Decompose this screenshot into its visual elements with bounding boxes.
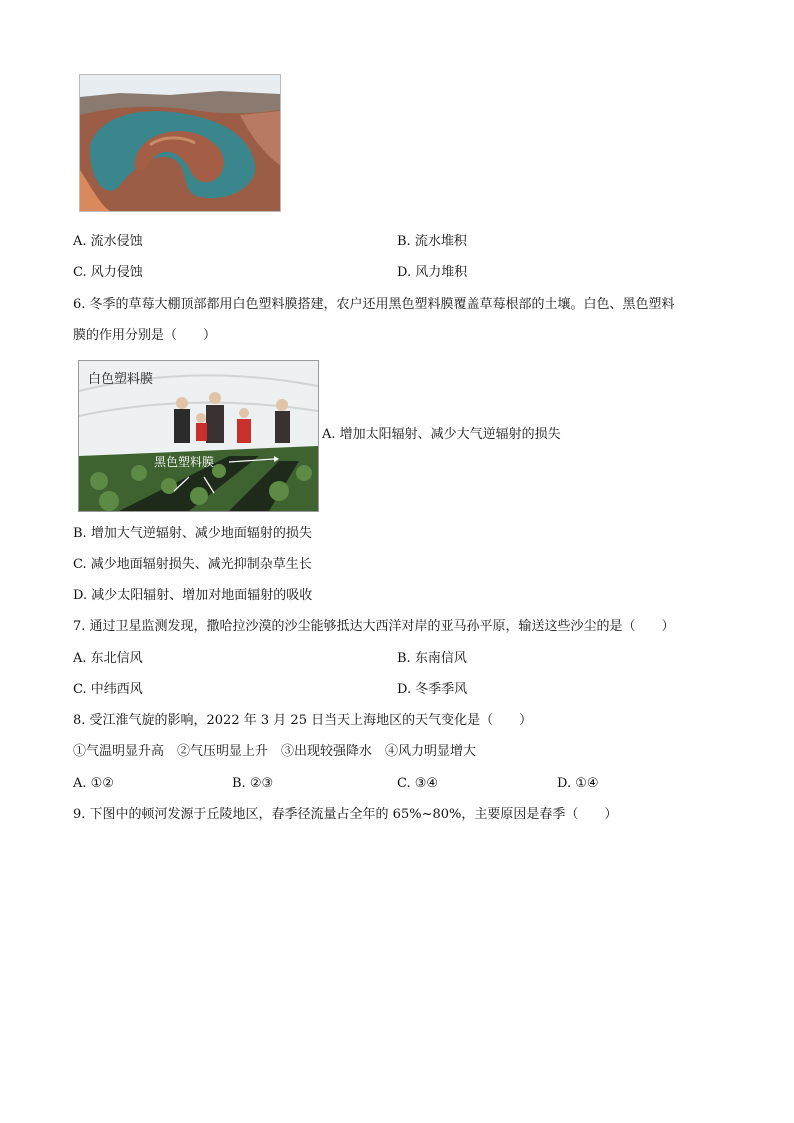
q8-option-d: D. ①④: [557, 776, 599, 791]
white-film-label: 白色塑料膜: [88, 372, 154, 387]
q5-option-c: C. 风力侵蚀: [73, 265, 143, 280]
q7-stem: 7. 通过卫星监测发现，撒哈拉沙漠的沙尘能够抵达大西洋对岸的亚马孙平原，输送这些沙尘的是（ ）: [73, 619, 675, 634]
q6-option-c: C. 减少地面辐射损失、减光抑制杂草生长: [73, 557, 312, 572]
q7-option-a: A. 东北信风: [73, 651, 143, 666]
strawberry-greenhouse-photo: [78, 360, 319, 512]
q8-option-c: C. ③④: [397, 776, 439, 791]
q8-option-a: A. ①②: [73, 776, 114, 791]
q5-option-a: A. 流水侵蚀: [73, 234, 143, 249]
q8-statements: ①气温明显升高 ②气压明显上升 ③出现较强降水 ④风力明显增大: [73, 744, 477, 759]
q8-option-b: B. ②③: [232, 776, 274, 791]
q9-stem: 9. 下图中的顿河发源于丘陵地区，春季径流量占全年的 65%~80%，主要原因是春季（ ）: [73, 807, 618, 822]
q7-option-d: D. 冬季季风: [397, 682, 468, 697]
q5-option-b: B. 流水堆积: [397, 234, 467, 249]
q7-option-b: B. 东南信风: [397, 651, 467, 666]
q6-option-b: B. 增加大气逆辐射、减少地面辐射的损失: [73, 526, 312, 541]
q6-stem-line1: 6. 冬季的草莓大棚顶部都用白色塑料膜搭建，农户还用黑色塑料膜覆盖草莓根部的土壤。白色、黑色塑料: [73, 297, 675, 312]
q6-option-d: D. 减少太阳辐射、增加对地面辐射的吸收: [73, 588, 313, 603]
q7-option-c: C. 中纬西风: [73, 682, 143, 697]
q6-stem-line2: 膜的作用分别是（ ）: [73, 328, 217, 343]
black-film-label: 黑色塑料膜: [154, 455, 215, 469]
horseshoe-canyon-photo: [79, 74, 281, 212]
q8-stem: 8. 受江淮气旋的影响，2022 年 3 月 25 日当天上海地区的天气变化是（ ）: [73, 713, 533, 728]
q6-option-a: A. 增加太阳辐射、减少大气逆辐射的损失: [322, 427, 561, 442]
q5-option-d: D. 风力堆积: [397, 265, 468, 280]
canyon-illustration: [80, 75, 280, 211]
